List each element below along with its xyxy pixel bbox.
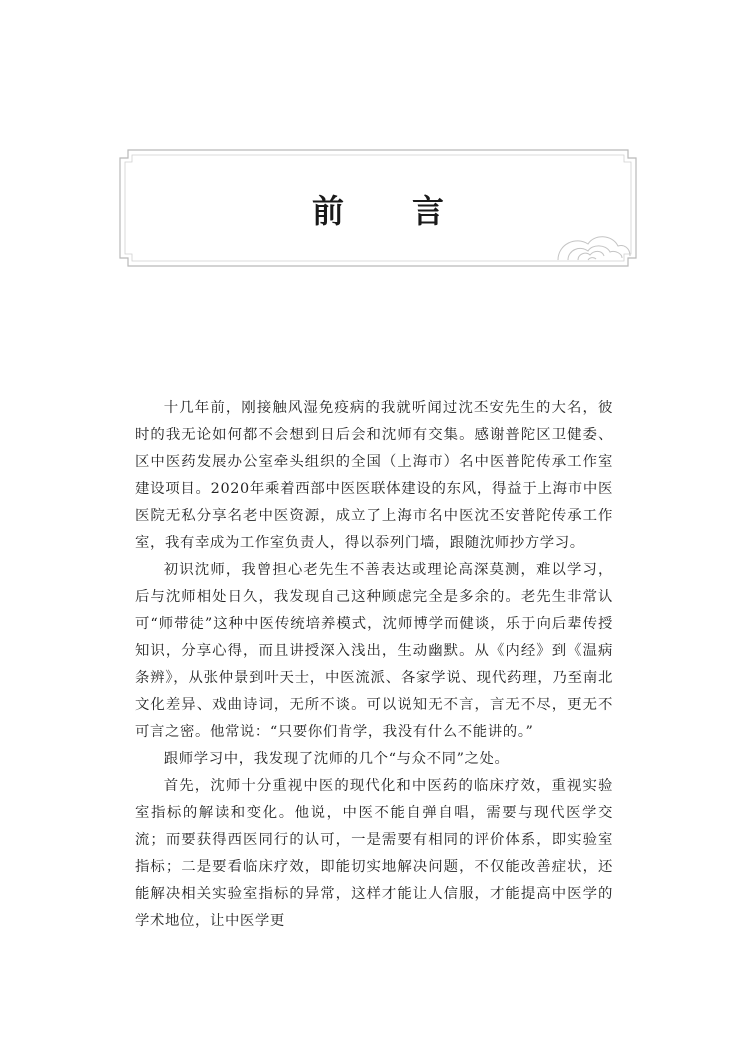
- cloud-pattern-icon: [558, 237, 630, 260]
- paragraph: 首先，沈师十分重视中医的现代化和中医药的临床疗效，重视实验室指标的解读和变化。他说，中医不能自弹自唱，需要与现代医学交流；而要获得西医同行的认可，一是需要有相同的评价体系，即实验室指标；二是要看临床疗效，即能切实地解决问题，不仅能改善症状，还能解决相关实验室指标的异常，这样才能让人信服，才能提高中医学的学术地位，让中医学更: [135, 778, 613, 929]
- paragraph: 跟师学习中，我发现了沈师的几个“与众不同”之处。: [163, 751, 510, 767]
- paragraph: 十几年前，刚接触风湿免疫病的我就听闻过沈丕安先生的大名，彼时的我无论如何都不会想到日后会和沈师有交集。感谢普陀区卫健委、区中医药发展办公室牵头组织的全国（上海市）名中医普陀传承工作室建设项目。2020年乘着西部中医医联体建设的东风，得益于上海市中医医院无私分享名老中医资源，成立了上海市名中医沈丕安普陀传承工作室，我有幸成为工作室负责人，得以忝列门墙，跟随沈师抄方学习。: [135, 400, 613, 551]
- preface-body: [135, 395, 613, 935]
- title-frame: [118, 148, 638, 268]
- page-title: 前言: [311, 192, 512, 230]
- paragraph: 初识沈师，我曾担心老先生不善表达或理论高深莫测，难以学习，后与沈师相处日久，我发现自己这种顾虑完全是多余的。老先生非常认可“师带徒”这种中医传统培养模式，沈师博学而健谈，乐于向后辈传授知识，分享心得，而且讲授深入浅出，生动幽默。从《内经》到《温病条辨》，从张仲景到叶天士，中医流派、各家学说、现代药理，乃至南北文化差异、戏曲诗词，无所不谈。可以说知无不言，言无不尽，更无不可言之密。他常说：“只要你们肯学，我没有什么不能讲的。”: [135, 562, 613, 740]
